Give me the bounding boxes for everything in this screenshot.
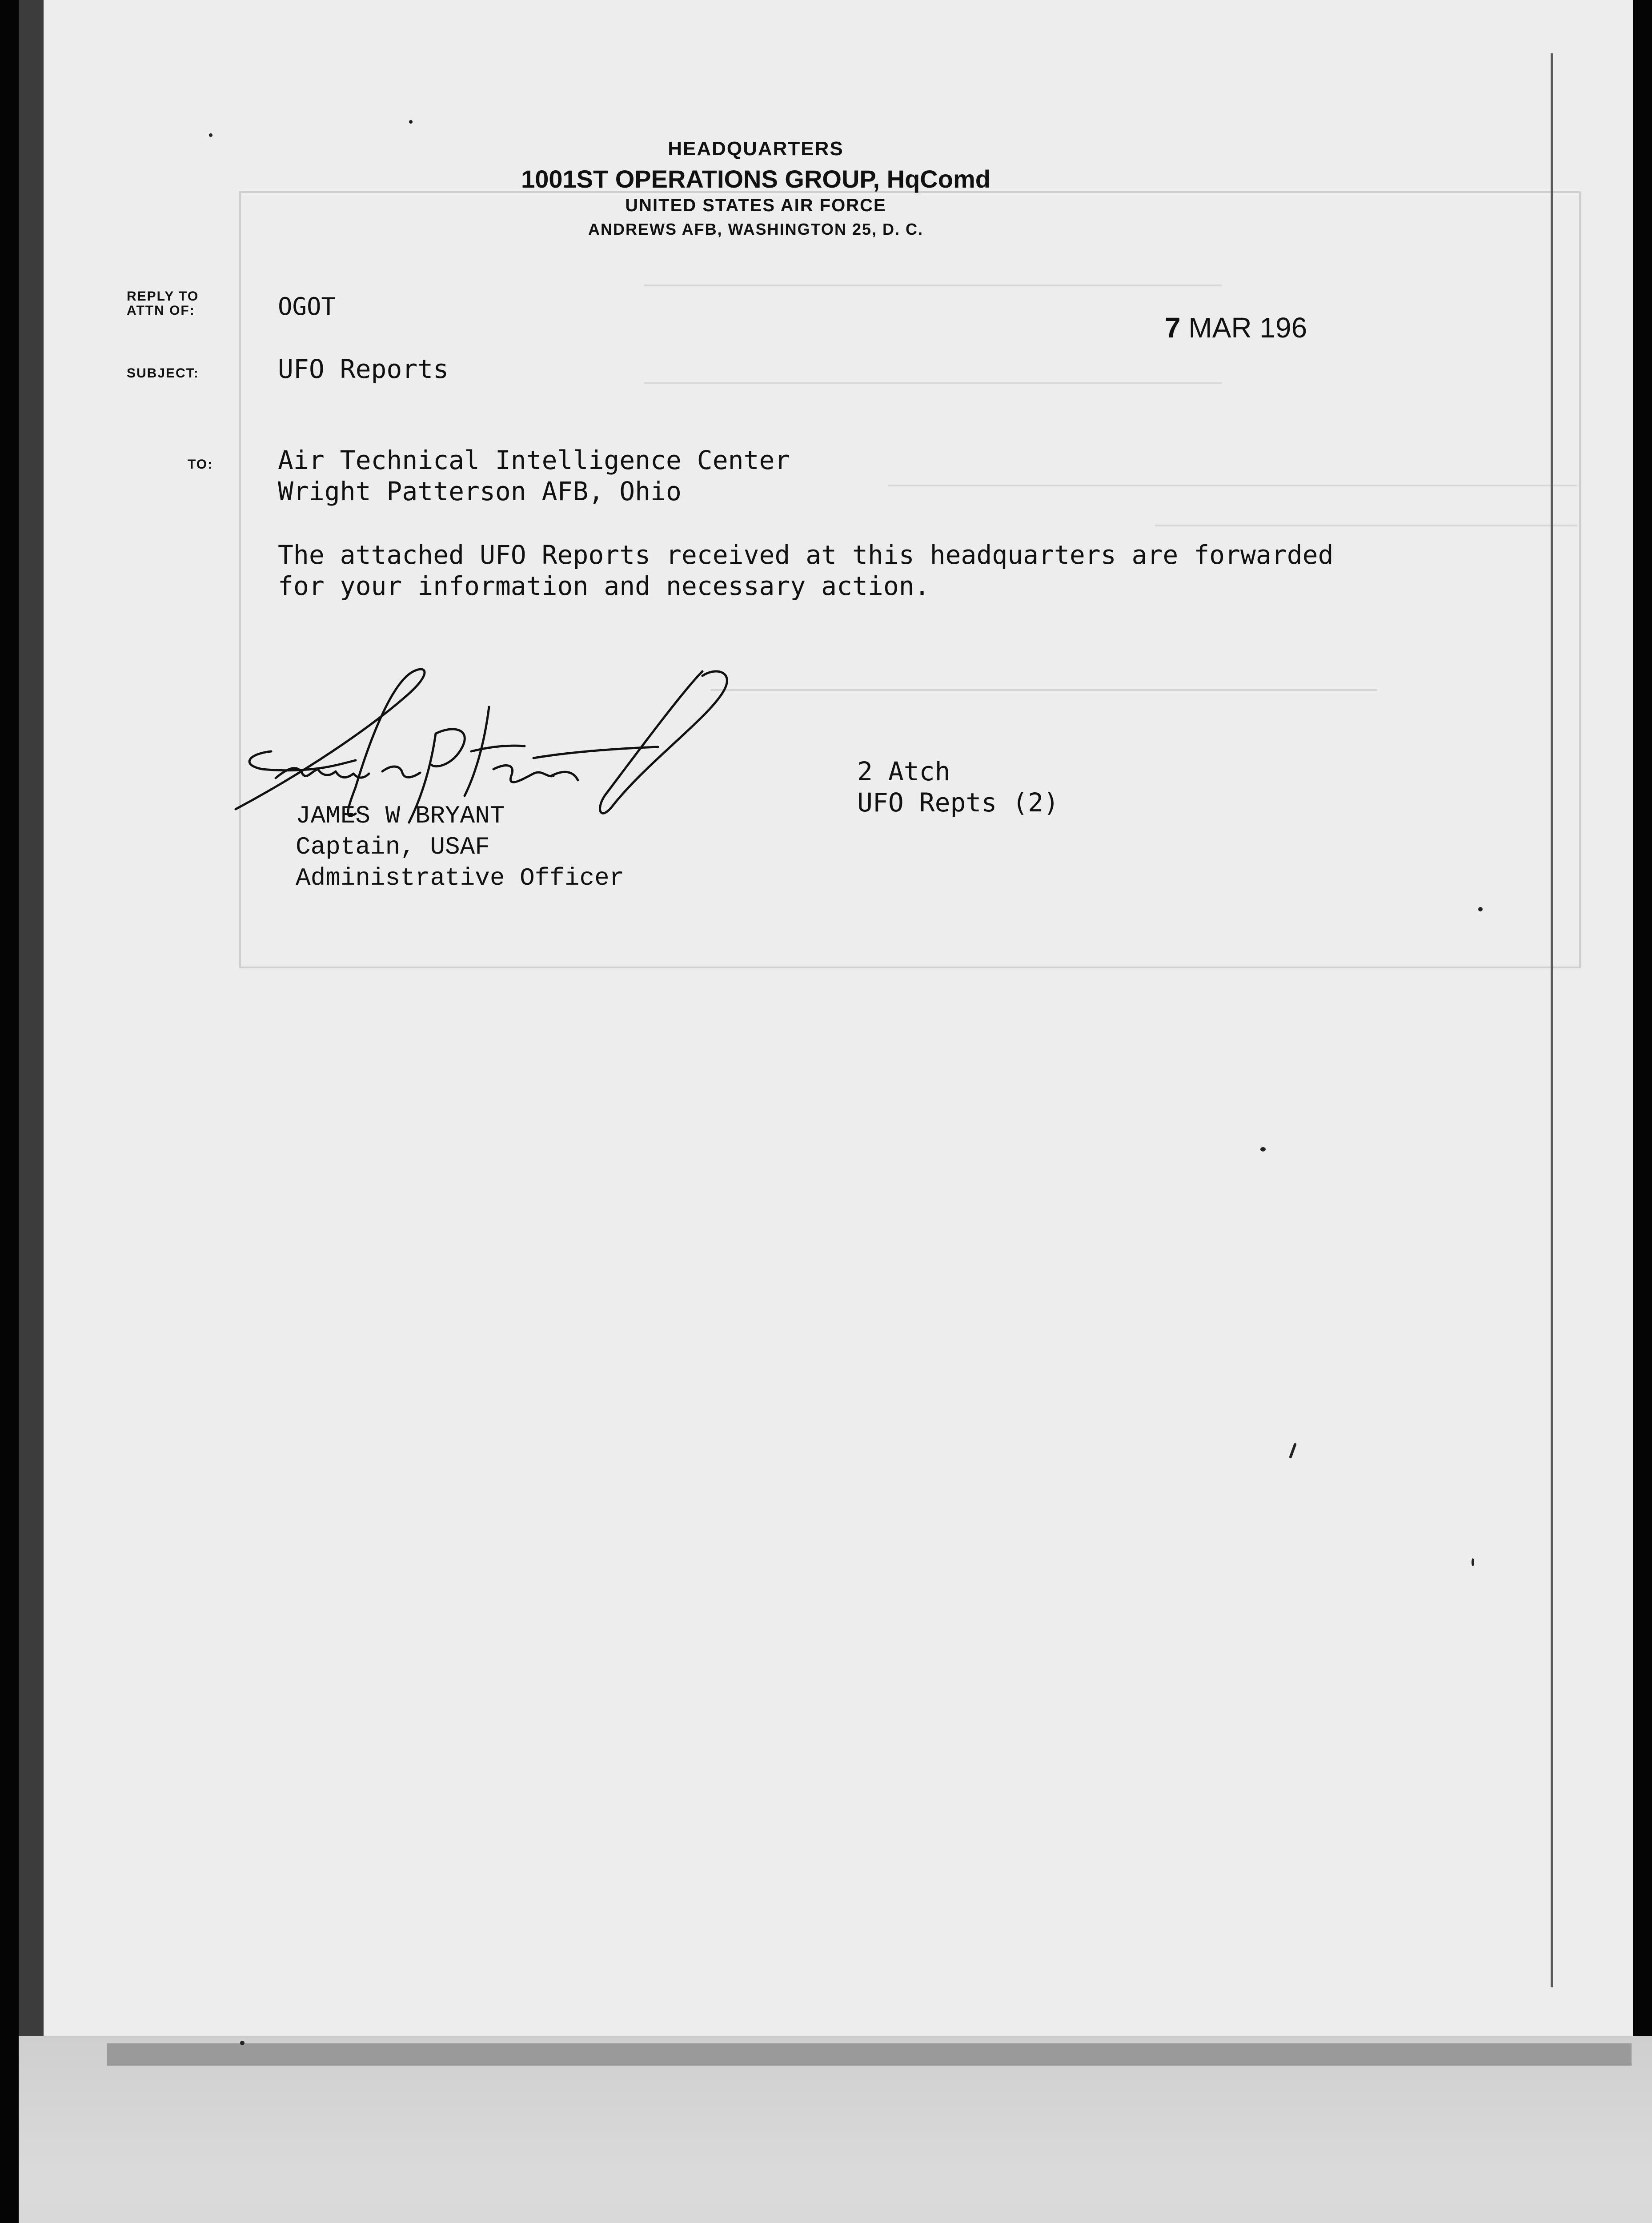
bleed-through-line xyxy=(710,689,1377,691)
to-line-2: Wright Patterson AFB, Ohio xyxy=(278,476,682,506)
to-line-1: Air Technical Intelligence Center xyxy=(278,445,790,475)
body-line-1: The attached UFO Reports received at this headquarters are forwarded xyxy=(278,540,1334,570)
date-stamp-month-year: MAR 196 xyxy=(1188,312,1307,344)
body-line-2: for your information and necessary action. xyxy=(278,571,930,601)
bleed-through-line xyxy=(644,285,1222,286)
scan-speck xyxy=(409,120,413,124)
signer-title: Administrative Officer xyxy=(296,864,625,892)
signer-name: JAMES W BRYANT xyxy=(296,802,505,830)
letterhead-line-1: HEADQUARTERS xyxy=(668,138,844,160)
subject-label: SUBJECT: xyxy=(127,366,199,381)
attachment-description: UFO Repts (2) xyxy=(857,787,1059,818)
date-stamp-day: 7 xyxy=(1165,312,1181,344)
reply-to-label-1: REPLY TO xyxy=(127,289,199,304)
signer-rank: Captain, USAF xyxy=(296,833,490,861)
scan-speck xyxy=(1260,1147,1266,1152)
scan-speck xyxy=(240,2041,245,2045)
reply-to-value: OGOT xyxy=(278,293,336,321)
scan-speck xyxy=(1472,1558,1474,1566)
letterhead-line-3: UNITED STATES AIR FORCE xyxy=(625,196,886,215)
page-shadow xyxy=(107,2043,1632,2066)
scan-speck xyxy=(209,133,213,137)
subject-value: UFO Reports xyxy=(278,354,449,384)
letterhead-line-4: ANDREWS AFB, WASHINGTON 25, D. C. xyxy=(588,220,924,238)
bleed-through-line xyxy=(888,485,1577,486)
scan-speck xyxy=(1478,907,1483,911)
bleed-through-line xyxy=(644,382,1222,384)
attachment-count: 2 Atch xyxy=(857,756,950,786)
letterhead-line-2: 1001ST OPERATIONS GROUP, HqComd xyxy=(521,165,990,193)
bleed-through-line xyxy=(1155,525,1577,526)
reply-to-label-2: ATTN OF: xyxy=(127,303,195,318)
page-right-rule xyxy=(1551,53,1553,1987)
to-label: TO: xyxy=(188,457,213,472)
date-stamp xyxy=(1165,311,1307,344)
